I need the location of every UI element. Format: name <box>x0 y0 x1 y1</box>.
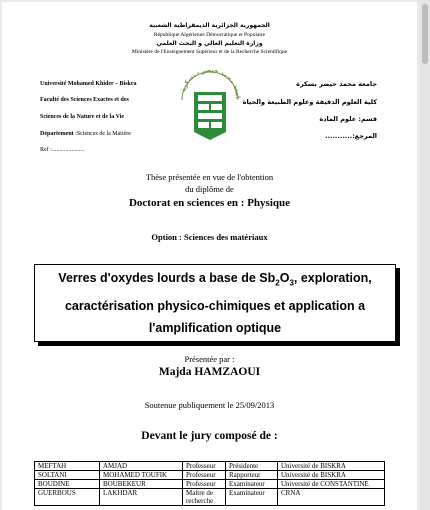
arabic-reference: المرجع:........... <box>325 132 377 140</box>
logo-emblem-icon <box>178 64 242 142</box>
jury-role: Examinateur <box>226 489 278 506</box>
logo-ring-text: امعة محمد خيضر - بسكرة <box>179 66 242 99</box>
faculty-line2: Sciences de la Nature et de la Vie <box>40 114 125 120</box>
header-french-republic: République Algérienne Démocratique et Populaire <box>153 32 266 38</box>
department-label: Département <box>40 131 74 137</box>
table-row <box>35 471 385 480</box>
scrollbar-thumb[interactable] <box>422 4 428 64</box>
degree-title: Doctorat en sciences en : Physique <box>128 197 290 209</box>
intro-line2: du diplôme de <box>185 184 234 194</box>
jury-institution: Université de BISKRA <box>278 471 385 480</box>
arabic-department: قسم: علوم المادة <box>319 115 377 123</box>
document-page <box>2 2 417 510</box>
jury-firstname: LAKHDAR <box>100 489 183 506</box>
table-row <box>35 489 385 506</box>
jury-institution: CRNA <box>278 489 385 506</box>
department-value: :Sciences de la Matière <box>73 131 131 137</box>
author-name: Majda HAMZAOUI <box>158 366 261 378</box>
jury-heading: Devant le jury composé de : <box>141 430 278 442</box>
jury-rank: Professeur <box>183 471 226 480</box>
institution-block-french <box>40 80 137 154</box>
university-logo <box>178 64 242 142</box>
jury-table <box>34 461 385 506</box>
jury-role: Rapporteur <box>226 471 278 480</box>
jury-surname: BOUDINE <box>35 480 100 489</box>
faculty-line1: Faculté des Sciences Exactes et des <box>40 97 129 103</box>
presented-by: Présentée par : <box>184 354 235 364</box>
arabic-faculty: كلية العلوم الدقيقة وعلوم الطبيعة والحياة <box>242 98 377 106</box>
jury-surname: MEFTAH <box>35 462 100 471</box>
jury-surname: SOLTANI <box>35 471 100 480</box>
jury-rank: Maitre de recherche <box>183 489 226 506</box>
intro-line1: Thèse présentée en vue de l'obtention <box>145 172 274 182</box>
jury-institution: Université de CONSTANTINE <box>278 480 385 489</box>
jury-role: Présidente <box>226 462 278 471</box>
title-line1: Verres d'oxydes lourds a base de $Sb_2O_3$, exploration, <box>58 271 372 288</box>
jury-surname: GUERBOUS <box>35 489 100 506</box>
jury-rank: Professeur <box>183 480 226 489</box>
department-line <box>40 130 137 138</box>
jury-rank: Professeur <box>183 462 226 471</box>
table-row <box>35 480 385 489</box>
jury-firstname: BOUBEKEUR <box>100 480 183 489</box>
title-line3: l'amplification optique <box>148 320 282 335</box>
vertical-scrollbar[interactable] <box>420 0 430 510</box>
jury-firstname: AMJAD <box>100 462 183 471</box>
reference-line: Ref :...................... <box>40 147 85 153</box>
table-row <box>35 462 385 471</box>
arabic-university: جامعة محمد خيضر بسكرة <box>296 80 377 88</box>
thesis-title-box <box>34 264 396 342</box>
header-arabic-ministry: وزارة التعليم العالي و البحث العلمي <box>156 40 263 47</box>
jury-institution: Université de BISKRA <box>278 462 385 471</box>
header-arabic-republic: الجمهورية الجزائرية الديمقراطية الشعبية <box>149 22 270 29</box>
jury-role: Examinateur <box>226 480 278 489</box>
title-line2: caractérisation physico-chimiques et application a <box>64 298 366 313</box>
defense-date: Soutenue publiquement le 25/09/2013 <box>144 400 275 410</box>
option-line: Option : Sciences des matériaux <box>151 232 268 242</box>
institution-block-arabic <box>243 80 377 140</box>
header-french-ministry: Ministère de l'Enseignement Supérieur et de la Recherche Scientifique <box>131 49 288 55</box>
jury-firstname: MOHAMED TOUFIK <box>100 471 183 480</box>
university-name: Université Mohamed Khider – Biskra <box>40 81 137 87</box>
